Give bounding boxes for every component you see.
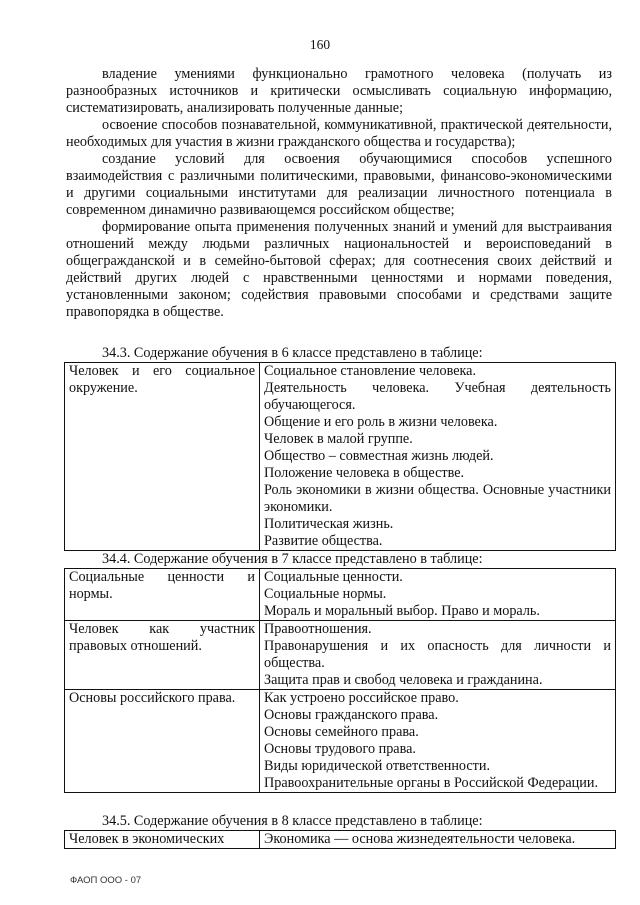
- content-cell: [260, 831, 616, 849]
- table-row: [65, 621, 616, 690]
- footer-code: ФАОП ООО - 07: [70, 875, 142, 886]
- table-caption-grade6: 34.3. Содержание обучения в 6 классе представлено в таблице:: [102, 345, 483, 361]
- table-caption-grade8: 34.5. Содержание обучения в 8 классе представлено в таблице:: [102, 813, 483, 829]
- content-item: Основы трудового права.: [264, 741, 416, 757]
- content-item: Защита прав и свобод человека и гражданина.: [264, 672, 543, 688]
- paragraph: освоение способов познавательной, коммуникативной, практической деятельности, необходимых для участия в жизни гражданского общества и государства);: [66, 117, 612, 150]
- content-item: Социальные нормы.: [264, 586, 387, 602]
- table-grade8: [64, 830, 616, 849]
- content-item: Роль экономики в жизни общества. Основные участники экономики.: [264, 482, 611, 515]
- table-row: [65, 690, 616, 793]
- content-item: Политическая жизнь.: [264, 516, 394, 532]
- content-item: Деятельность человека. Учебная деятельность обучающегося.: [264, 380, 611, 413]
- page-number: 160: [309, 37, 331, 52]
- content-cell: [260, 363, 616, 551]
- content-cell: [260, 690, 616, 793]
- table-grade6: [64, 362, 616, 551]
- table-grade7: [64, 568, 616, 793]
- table-row: [65, 569, 616, 621]
- paragraph: владение умениями функционально грамотного человека (получать из разнообразных источников и критически осмысливать социальную информацию, систематизировать, анализировать полученные данные;: [66, 66, 612, 116]
- content-cell: [260, 569, 616, 621]
- content-cell: [260, 621, 616, 690]
- content-item: Общество – совместная жизнь людей.: [264, 448, 494, 464]
- content-item: Мораль и моральный выбор. Право и мораль.: [264, 603, 540, 619]
- table-row: [65, 363, 616, 551]
- content-item: Человек в малой группе.: [264, 431, 413, 447]
- topic-cell: Человек и его социальное окружение.: [65, 363, 260, 551]
- table-caption-grade7: 34.4. Содержание обучения в 7 классе представлено в таблице:: [102, 551, 483, 567]
- topic-cell: Социальные ценности и нормы.: [65, 569, 260, 621]
- content-item: Основы гражданского права.: [264, 707, 439, 723]
- table-row: [65, 831, 616, 849]
- content-item: Как устроено российское право.: [264, 690, 459, 706]
- content-item: Правоохранительные органы в Российской Федерации.: [264, 775, 598, 791]
- content-item: Виды юридической ответственности.: [264, 758, 491, 774]
- topic-cell: Человек как участник правовых отношений.: [65, 621, 260, 690]
- paragraph: формирование опыта применения полученных знаний и умений для выстраивания отношений между людьми различных национальностей и вероисповеданий в общегражданской и в семейно-бытовой сферах; для соотнесения своих действий и действий других людей с нравственными ценностями и нормами поведения, установленными законом; содействия правовыми способами и средствами защите правопорядка в обществе.: [66, 219, 612, 320]
- body-text: [66, 66, 612, 321]
- content-item: Общение и его роль в жизни человека.: [264, 414, 498, 430]
- content-item: Основы семейного права.: [264, 724, 419, 740]
- content-item: Экономика — основа жизнедеятельности человека.: [264, 831, 576, 847]
- content-item: Развитие общества.: [264, 533, 383, 549]
- topic-cell: Человек в экономических: [65, 831, 260, 849]
- content-item: Социальные ценности.: [264, 569, 403, 585]
- topic-cell: Основы российского права.: [65, 690, 260, 793]
- content-item: Правоотношения.: [264, 621, 372, 637]
- content-item: Социальное становление человека.: [264, 363, 477, 379]
- paragraph: создание условий для освоения обучающимися способов успешного взаимодействия с различными политическими, правовыми, финансово-экономическими и другими социальными институтами для реализации личностного потенциала в современном динамично развивающемся российском обществе;: [66, 151, 612, 218]
- content-item: Положение человека в обществе.: [264, 465, 465, 481]
- content-item: Правонарушения и их опасность для личности и общества.: [264, 638, 611, 671]
